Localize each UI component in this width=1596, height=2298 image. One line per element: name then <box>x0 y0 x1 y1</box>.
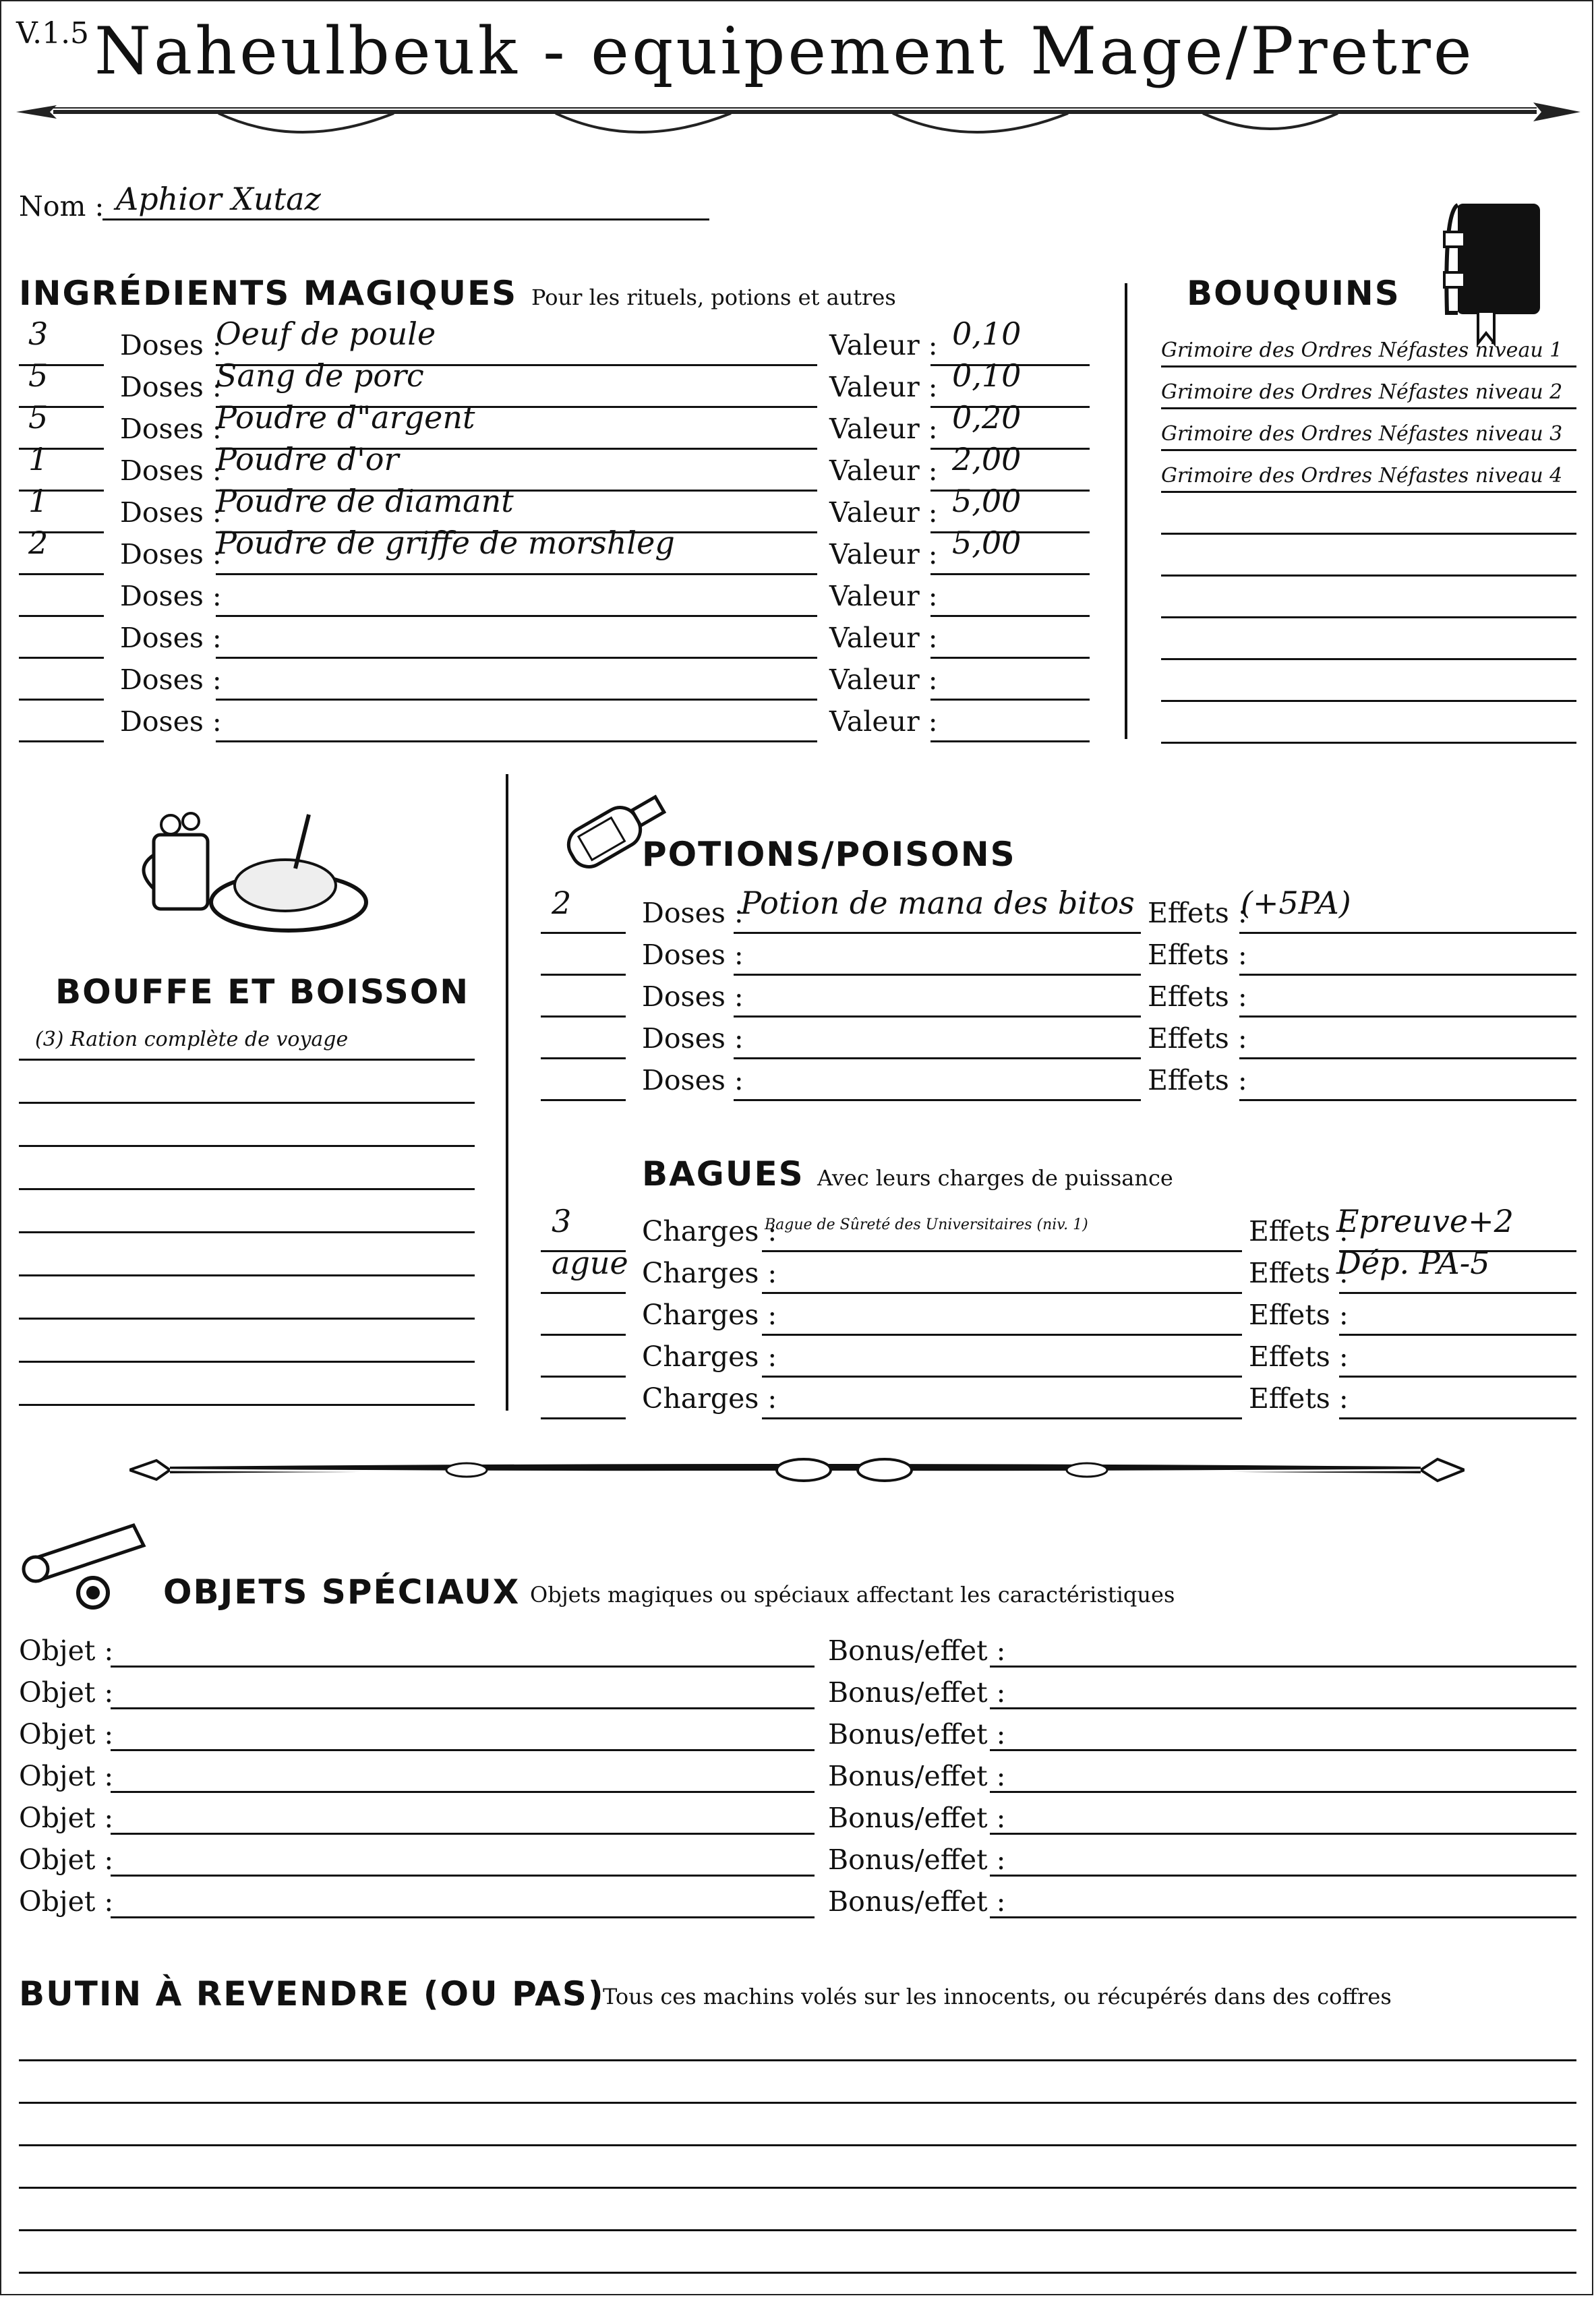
spear-divider-icon <box>16 90 1580 144</box>
entry-line <box>216 740 817 742</box>
section-divider <box>1125 283 1127 739</box>
value-label: Valeur : <box>829 454 938 487</box>
entry-line <box>541 1057 626 1059</box>
dose-label: Doses : <box>120 538 222 570</box>
name-line <box>102 218 709 220</box>
special-heading: OBJETS SPÉCIAUX <box>163 1572 521 1612</box>
entry-line <box>1339 1292 1576 1294</box>
entry-line <box>990 1833 1576 1835</box>
staff-divider-icon <box>129 1450 1465 1490</box>
entry-line <box>1239 1015 1576 1018</box>
entry-line <box>930 657 1090 659</box>
entry-line <box>1239 974 1576 976</box>
books-heading: BOUQUINS <box>1187 274 1400 313</box>
entry-line <box>1161 407 1576 409</box>
ingredient-qty[interactable]: 2 <box>28 525 49 561</box>
name-label: Nom : <box>19 190 105 223</box>
entry-line <box>1339 1376 1576 1378</box>
bonus-label: Bonus/effet : <box>828 1802 1006 1834</box>
entry-line <box>111 1875 815 1877</box>
ingredient-name[interactable]: Oeuf de poule <box>216 316 436 352</box>
entry-line <box>541 932 626 934</box>
bonus-label: Bonus/effet : <box>828 1844 1006 1876</box>
book-entry[interactable]: Grimoire des Ordres Néfastes niveau 4 <box>1161 464 1563 488</box>
object-label: Objet : <box>19 1802 114 1834</box>
object-label: Objet : <box>19 1634 114 1667</box>
charges-label: Charges : <box>642 1382 777 1415</box>
entry-line <box>19 573 104 575</box>
entry-line <box>216 699 817 701</box>
entry-line <box>990 1916 1576 1918</box>
object-label: Objet : <box>19 1885 114 1918</box>
entry-line <box>762 1376 1242 1378</box>
value-label: Valeur : <box>829 496 938 529</box>
book-entry[interactable]: Grimoire des Ordres Néfastes niveau 3 <box>1161 422 1563 446</box>
entry-line <box>990 1749 1576 1751</box>
object-label: Objet : <box>19 1760 114 1792</box>
ingredients-subtitle: Pour les rituels, potions et autres <box>531 285 896 310</box>
ingredient-qty[interactable]: 3 <box>28 316 49 352</box>
entry-line <box>1161 658 1576 660</box>
charges-label: Charges : <box>642 1257 777 1289</box>
entry-line <box>1239 932 1576 934</box>
scroll-ring-icon <box>19 1512 154 1620</box>
dose-label: Doses : <box>642 980 744 1013</box>
entry-line <box>990 1707 1576 1709</box>
effect-label: Effets : <box>1148 1022 1247 1055</box>
name-value[interactable]: Aphior Xutaz <box>116 181 321 217</box>
food-entry[interactable]: (3) Ration complète de voyage <box>35 1028 349 1051</box>
entry-line <box>1161 616 1576 618</box>
value-label: Valeur : <box>829 371 938 403</box>
ring-qty[interactable]: ague <box>552 1245 628 1281</box>
entry-line <box>216 657 817 659</box>
entry-line <box>1239 1099 1576 1101</box>
food-divider <box>506 774 508 1411</box>
entry-line <box>762 1334 1242 1336</box>
entry-line <box>19 2059 1576 2061</box>
bonus-label: Bonus/effet : <box>828 1885 1006 1918</box>
entry-line <box>19 1059 475 1061</box>
entry-line <box>1339 1417 1576 1419</box>
entry-line <box>734 1015 1141 1018</box>
dose-label: Doses : <box>120 413 222 445</box>
effect-label: Effets : <box>1148 897 1247 929</box>
entry-line <box>1161 700 1576 702</box>
ingredient-value[interactable]: 2,00 <box>952 441 1022 477</box>
ingredients-heading: INGRÉDIENTS MAGIQUES <box>19 274 518 313</box>
dose-label: Doses : <box>120 496 222 529</box>
entry-line <box>762 1250 1242 1252</box>
entry-line <box>19 2229 1576 2231</box>
value-label: Valeur : <box>829 622 938 654</box>
entry-line <box>19 2187 1576 2189</box>
entry-line <box>930 573 1090 575</box>
entry-line <box>111 1749 815 1751</box>
entry-line <box>990 1791 1576 1793</box>
entry-line <box>19 615 104 617</box>
dose-label: Doses : <box>120 664 222 696</box>
bonus-label: Bonus/effet : <box>828 1718 1006 1750</box>
entry-line <box>19 740 104 742</box>
effect-label: Effets : <box>1249 1340 1349 1373</box>
entry-line <box>541 974 626 976</box>
entry-line <box>1239 1057 1576 1059</box>
entry-line <box>19 2144 1576 2146</box>
ingredient-value[interactable]: 0,20 <box>952 399 1022 436</box>
effect-label: Effets : <box>1249 1382 1349 1415</box>
value-label: Valeur : <box>829 705 938 738</box>
entry-line <box>541 1015 626 1018</box>
entry-line <box>19 1231 475 1233</box>
dose-label: Doses : <box>642 1022 744 1055</box>
value-label: Valeur : <box>829 580 938 612</box>
ingredient-qty[interactable]: 1 <box>28 483 49 519</box>
effect-label: Effets : <box>1148 1064 1247 1096</box>
dose-label: Doses : <box>120 371 222 403</box>
potions-heading: POTIONS/POISONS <box>642 835 1016 874</box>
entry-line <box>990 1666 1576 1668</box>
value-label: Valeur : <box>829 538 938 570</box>
entry-line <box>541 1099 626 1101</box>
charges-label: Charges : <box>642 1340 777 1373</box>
entry-line <box>216 615 817 617</box>
dose-label: Doses : <box>120 329 222 361</box>
entry-line <box>930 615 1090 617</box>
entry-line <box>19 1102 475 1104</box>
food-icon <box>140 801 370 936</box>
effect-label: Effets : <box>1249 1299 1349 1331</box>
ingredient-value[interactable]: 0,10 <box>952 316 1022 352</box>
ingredient-qty[interactable]: 5 <box>28 399 49 436</box>
entry-line <box>19 2102 1576 2104</box>
entry-line <box>1161 533 1576 535</box>
value-label: Valeur : <box>829 413 938 445</box>
potion-effect[interactable]: (+5PA) <box>1241 885 1351 921</box>
bonus-label: Bonus/effet : <box>828 1634 1006 1667</box>
rings-subtitle: Avec leurs charges de puissance <box>817 1165 1173 1191</box>
entry-line <box>734 1099 1141 1101</box>
loot-subtitle: Tous ces machins volés sur les innocents, ou récupérés dans des coffres <box>603 1984 1392 2009</box>
entry-line <box>734 974 1141 976</box>
ingredient-qty[interactable]: 5 <box>28 357 49 394</box>
dose-label: Doses : <box>120 622 222 654</box>
entry-line <box>19 1404 475 1406</box>
version-label: V.1.5 <box>16 16 90 51</box>
ingredient-value[interactable]: 0,10 <box>952 357 1022 394</box>
food-heading: BOUFFE ET BOISSON <box>55 972 470 1011</box>
ring-qty[interactable]: 3 <box>552 1203 572 1239</box>
dose-label: Doses : <box>120 580 222 612</box>
effect-label: Effets : <box>1249 1257 1349 1289</box>
entry-line <box>1161 365 1576 367</box>
book-icon <box>1438 198 1552 347</box>
dose-label: Doses : <box>120 454 222 487</box>
entry-line <box>734 932 1141 934</box>
entry-line <box>216 573 817 575</box>
charges-label: Charges : <box>642 1215 777 1247</box>
book-entry[interactable]: Grimoire des Ordres Néfastes niveau 2 <box>1161 380 1563 404</box>
ingredient-qty[interactable]: 1 <box>28 441 49 477</box>
loot-heading: BUTIN À REVENDRE (OU PAS) <box>19 1974 605 2013</box>
entry-line <box>541 1376 626 1378</box>
book-entry[interactable]: Grimoire des Ordres Néfastes niveau 1 <box>1161 338 1563 362</box>
page-title: Naheulbeuk - equipement Mage/Pretre <box>94 13 1475 89</box>
bonus-label: Bonus/effet : <box>828 1676 1006 1709</box>
entry-line <box>111 1666 815 1668</box>
ingredient-value[interactable]: 5,00 <box>952 483 1022 519</box>
ingredient-name[interactable]: Sang de porc <box>216 357 424 394</box>
entry-line <box>1339 1334 1576 1336</box>
entry-line <box>734 1057 1141 1059</box>
potion-qty[interactable]: 2 <box>552 885 572 921</box>
ring-effect[interactable]: Epreuve+2 <box>1336 1203 1514 1239</box>
ingredient-value[interactable]: 5,00 <box>952 525 1022 561</box>
ring-name[interactable]: Bague de Sûreté des Universitaires (niv. 1) <box>765 1216 1088 1233</box>
entry-line <box>111 1707 815 1709</box>
entry-line <box>1161 449 1576 451</box>
entry-line <box>19 1318 475 1320</box>
entry-line <box>762 1417 1242 1419</box>
entry-line <box>1161 574 1576 577</box>
entry-line <box>990 1875 1576 1877</box>
entry-line <box>541 1417 626 1419</box>
entry-line <box>111 1791 815 1793</box>
dose-label: Doses : <box>642 939 744 971</box>
ring-effect[interactable]: Dép. PA-5 <box>1336 1245 1490 1281</box>
object-label: Objet : <box>19 1676 114 1709</box>
ingredient-name[interactable]: Poudre de diamant <box>216 483 514 519</box>
rings-heading: BAGUES <box>642 1154 804 1194</box>
value-label: Valeur : <box>829 664 938 696</box>
effect-label: Effets : <box>1148 939 1247 971</box>
entry-line <box>111 1916 815 1918</box>
dose-label: Doses : <box>120 705 222 738</box>
entry-line <box>19 2272 1576 2274</box>
entry-line <box>930 699 1090 701</box>
ingredient-name[interactable]: Poudre de griffe de morshleg <box>216 525 675 561</box>
potion-name[interactable]: Potion de mana des bitos <box>740 885 1135 921</box>
value-label: Valeur : <box>829 329 938 361</box>
entry-line <box>111 1833 815 1835</box>
entry-line <box>19 1274 475 1276</box>
entry-line <box>19 1188 475 1190</box>
effect-label: Effets : <box>1249 1215 1349 1247</box>
entry-line <box>19 699 104 701</box>
object-label: Objet : <box>19 1844 114 1876</box>
charges-label: Charges : <box>642 1299 777 1331</box>
bonus-label: Bonus/effet : <box>828 1760 1006 1792</box>
dose-label: Doses : <box>642 1064 744 1096</box>
entry-line <box>1161 742 1576 744</box>
ingredient-name[interactable]: Poudre d"argent <box>216 399 475 436</box>
object-label: Objet : <box>19 1718 114 1750</box>
entry-line <box>19 1145 475 1147</box>
entry-line <box>541 1334 626 1336</box>
entry-line <box>762 1292 1242 1294</box>
entry-line <box>1161 491 1576 493</box>
entry-line <box>930 740 1090 742</box>
effect-label: Effets : <box>1148 980 1247 1013</box>
special-subtitle: Objets magiques ou spéciaux affectant les caractéristiques <box>530 1582 1175 1608</box>
entry-line <box>19 1361 475 1363</box>
dose-label: Doses : <box>642 897 744 929</box>
entry-line <box>19 657 104 659</box>
ingredient-name[interactable]: Poudre d'or <box>216 441 399 477</box>
entry-line <box>541 1292 626 1294</box>
